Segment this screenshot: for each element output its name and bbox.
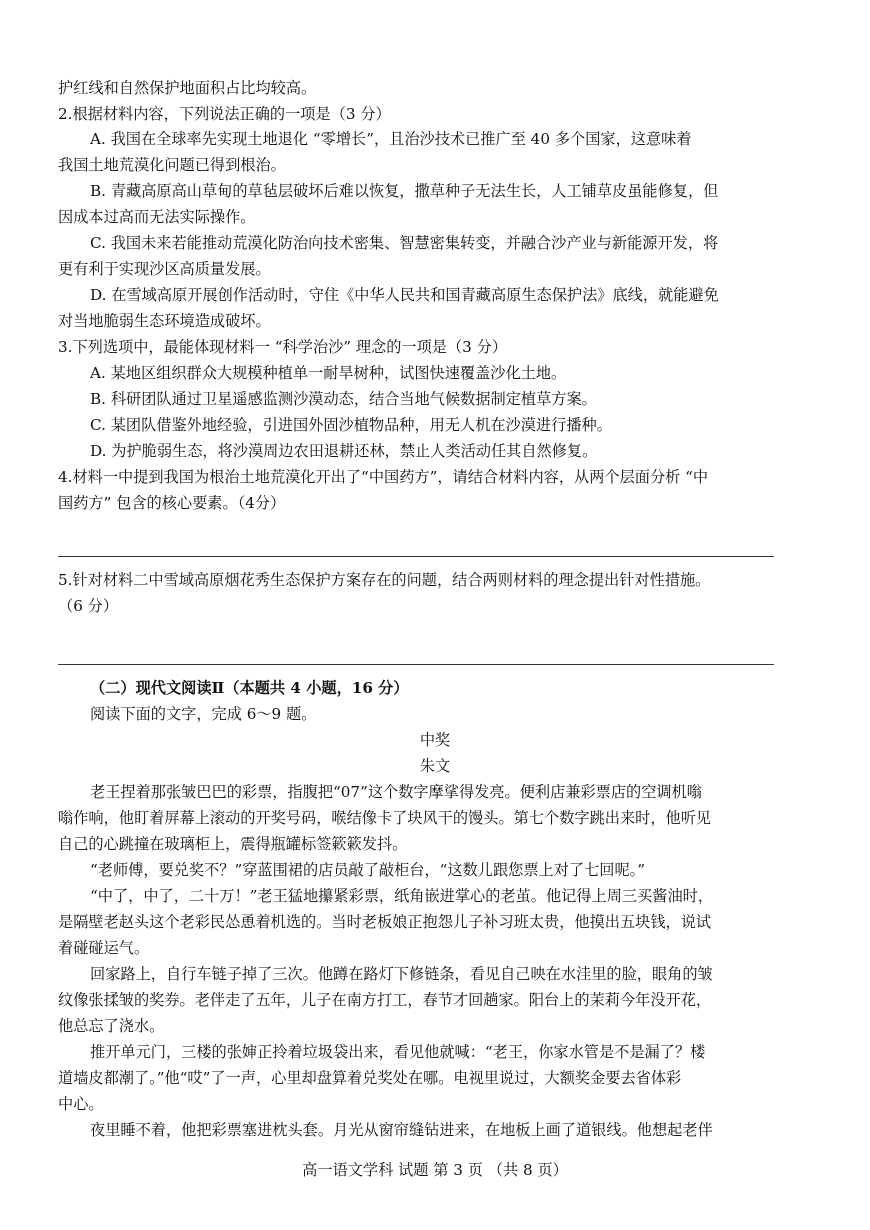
section-heading: （二）现代文阅读Ⅱ（本题共 4 小题，16 分） [90, 679, 409, 697]
option-2a: A. 我国在全球率先实现土地退化 “零增长”，且治沙技术已推广至 40 多个国家，这意味着 [90, 130, 692, 148]
story-line: 道墙皮都潮了。”他“哎”了一声，心里却盘算着兑奖处在哪。电视里说过，大额奖金要去省体彩 [58, 1069, 682, 1087]
story-line: 纹像张揉皱的奖券。老伴走了五年，儿子在南方打工，春节才回趟家。阳台上的茉莉今年没开花， [58, 991, 712, 1009]
question-5-stem: 5.针对材料二中雪域高原烟花秀生态保护方案存在的问题，结合两则材料的理念提出针对性措施。 [58, 571, 711, 589]
option-2b: B. 青藏高原高山草甸的草毡层破坏后难以恢复，撒草种子无法生长，人工铺草皮虽能修复，但 [90, 182, 719, 200]
option-2c-cont: 更有利于实现沙区高质量发展。 [58, 260, 271, 278]
story-paragraph: “老师傅，要兑奖不？”穿蓝围裙的店员敲了敲柜台，“这数儿跟您票上对了七回呢。” [90, 861, 646, 879]
option-2d-cont: 对当地脆弱生态环境造成破坏。 [58, 312, 271, 330]
option-2d: D. 在雪域高原开展创作活动时，守住《中华人民共和国青藏高原生态保护法》底线，就能避免 [90, 286, 719, 304]
option-3d: D. 为护脆弱生态，将沙漠周边农田退耕还林，禁止人类活动任其自然修复。 [90, 442, 598, 460]
page-footer: 高一语文学科 试题 第 3 页 （共 8 页） [302, 1161, 568, 1179]
story-title: 中奖 [419, 731, 451, 749]
question-4-cont: 国药方” 包含的核心要素。（4分） [58, 494, 286, 512]
story-line: 中心。 [58, 1095, 104, 1113]
story-paragraph: 回家路上，自行车链子掉了三次。他蹲在路灯下修链条，看见自己映在水洼里的脸，眼角的皱 [90, 965, 713, 983]
option-2c: C. 我国未来若能推动荒漠化防治向技术密集、智慧密集转变，并融合沙产业与新能源开发，将 [90, 234, 719, 252]
story-paragraph: 推开单元门，三楼的张婶正拎着垃圾袋出来，看见他就喊：“老王，你家水管是不是漏了？楼 [90, 1043, 706, 1061]
question-2-stem: 2.根据材料内容，下列说法正确的一项是（3 分） [58, 105, 391, 123]
story-line: 嗡作响，他盯着屏幕上滚动的开奖号码，喉结像卡了块风干的馒头。第七个数字跳出来时，他听见 [58, 809, 712, 827]
option-2b-cont: 因成本过高而无法实际操作。 [58, 208, 256, 226]
section-instruction: 阅读下面的文字，完成 6～9 题。 [90, 705, 317, 723]
option-3a: A. 某地区组织群众大规模种植单一耐旱树种，试图快速覆盖沙化土地。 [90, 364, 567, 382]
text-line: 护红线和自然保护地面积占比均较高。 [58, 79, 317, 97]
story-paragraph: “中了，中了，二十万！”老王猛地攥紧彩票，纸角嵌进掌心的老茧。他记得上周三买酱油时， [90, 887, 714, 905]
story-line: 自己的心跳撞在玻璃柜上，震得瓶罐标签簌簌发抖。 [58, 835, 408, 853]
answer-line [58, 556, 774, 557]
story-line: 是隔壁老赵头这个老彩民怂恿着机选的。当时老板娘正抱怨儿子补习班太贵，他摸出五块钱，说试 [58, 913, 712, 931]
story-line: 他总忘了浇水。 [58, 1017, 165, 1035]
option-3c: C. 某团队借鉴外地经验，引进国外固沙植物品种，用无人机在沙漠进行播种。 [90, 416, 612, 434]
question-3-stem: 3.下列选项中，最能体现材料一 “科学治沙” 理念的一项是（3 分） [58, 338, 508, 356]
option-3b: B. 科研团队通过卫星遥感监测沙漠动态，结合当地气候数据制定植草方案。 [90, 390, 597, 408]
question-4-stem: 4.材料一中提到我国为根治土地荒漠化开出了“中国药方”，请结合材料内容，从两个层面分析 “中 [58, 468, 709, 486]
story-line: 着碰碰运气。 [58, 939, 150, 957]
story-paragraph: 老王捏着那张皱巴巴的彩票，指腹把“07”这个数字摩挲得发亮。便利店兼彩票店的空调机嗡 [90, 783, 702, 801]
answer-line [58, 664, 774, 665]
story-author: 朱文 [419, 757, 451, 775]
story-paragraph: 夜里睡不着，他把彩票塞进枕头套。月光从窗帘缝钻进来，在地板上画了道银线。他想起老伴 [90, 1121, 713, 1139]
question-5-cont: （6 分） [58, 597, 119, 615]
option-2a-cont: 我国土地荒漠化问题已得到根治。 [58, 156, 286, 174]
